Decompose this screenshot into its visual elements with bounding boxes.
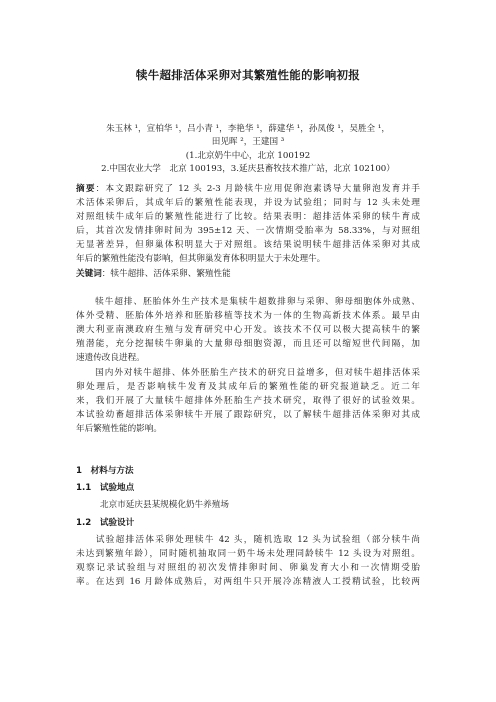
abstract-line-3: 对照组犊牛成年后的繁殖性能进行了比较。结果表明：超排活体采卵的犊牛育成 — [76, 212, 420, 222]
keywords-text: ：犊牛超排、活体采卵、繁殖性能 — [101, 269, 231, 279]
paper-title: 犊牛超排活体采卵对其繁殖性能的影响初报 — [135, 68, 361, 82]
intro-p2-line-3: 来，我们开展了大量犊牛超排体外胚胎生产技术研究，取得了很好的试验效果。 — [76, 396, 420, 406]
section-1-2-line-3: 观察记录试验组与对照组的初次发情排卵时间、卵巢发育大小和一次情期受胎 — [76, 563, 420, 573]
section-1-heading: 1 材料与方法 — [76, 466, 134, 476]
section-1-1-text: 北京市延庆县某规模化奶牛养殖场 — [100, 500, 229, 510]
intro-p1-line-4: 殖潜能，充分挖掘犊牛卵巢的大量卵母细胞资源，而且还可以缩短世代间隔，加 — [76, 339, 420, 349]
intro-p1-line-2: 体外受精、胚胎体外培养和胚胎移植等技术为一体的生物高新技术体系。最早由 — [76, 311, 420, 321]
intro-p2-line-1: 国内外对犊牛超排、体外胚胎生产技术的研究日益增多，但对犊牛超排活体采 — [76, 368, 420, 378]
abstract-text-1: ：本文跟踪研究了 12 头 2-3 月龄犊牛应用促卵泡素诱导大量卵泡发育并手 — [95, 184, 420, 194]
keywords-line — [76, 268, 420, 280]
authors-line-2: 田见晖 ²，王建国 ³ — [211, 137, 285, 147]
abstract-label: 摘要 — [76, 184, 96, 194]
affiliation-line-2: 2.中国农业大学 北京 100193，3.延庆县畜牧技术推广站，北京 102100） — [101, 164, 395, 174]
keywords-label: 关键词 — [76, 269, 102, 279]
section-1-1-heading: 1.1 试验地点 — [76, 483, 135, 493]
section-1-2-line-2: 未达到繁殖年龄），同时随机抽取同一奶牛场未处理同龄犊牛 12 头设为对照组。 — [76, 549, 420, 559]
intro-p2-line-2: 卵处理后，是否影响犊牛发育及其成年后的繁殖性能的研究报道缺乏。近二年 — [76, 382, 420, 392]
authors-line-1: 朱玉林 ¹，宣柏华 ¹，吕小青 ¹，李艳华 ¹，薛建华 ¹，孙凤俊 ¹，吴胜全 ¹， — [106, 124, 390, 134]
abstract-line-5: 无显著差异，但卵巢体积明显大于对照组。该结果说明犊牛超排活体采卵对其成 — [76, 240, 420, 250]
intro-p2-line-5: 年后繁殖性能的影响。 — [76, 424, 162, 434]
intro-p1-line-5: 速遗传改良进程。 — [76, 353, 145, 363]
section-1-2-line-1: 试验超排活体采卵处理犊牛 42 头，随机选取 12 头为试验组（部分犊牛尚 — [76, 535, 420, 545]
abstract-line-2: 术活体采卵后，其成年后的繁殖性能表现，并设为试验组；同时与 12 头未处理 — [76, 198, 420, 208]
abstract-line-6: 年后的繁殖性能没有影响，但其卵巢发育体积明显大于未处理牛。 — [76, 254, 326, 264]
intro-p2-line-4: 本试验幼畜超排活体采卵犊牛开展了跟踪研究，以了解犊牛超排活体采卵对其成 — [76, 410, 420, 420]
affiliation-line-1: (1.北京奶牛中心，北京 100192 — [185, 151, 311, 161]
intro-p1-line-3: 澳大利亚南澳政府生殖与发育研究中心开发。该技术不仅可以极大提高犊牛的繁 — [76, 325, 420, 335]
abstract-line-4: 后，其首次发情排卵时间为 395±12 天、一次情期受胎率为 58.33%，与对照组 — [76, 226, 420, 236]
abstract-line-1 — [76, 183, 420, 195]
section-1-2-line-4: 率。在达到 16 月龄体成熟后，对两组牛只开展冷冻精液人工授精试验，比较两 — [76, 577, 420, 587]
section-1-2-heading: 1.2 试验设计 — [76, 518, 135, 528]
intro-p1-line-1: 犊牛超排、胚胎体外生产技术是集犊牛超数排卵与采卵、卵母细胞体外成熟、 — [76, 297, 420, 307]
